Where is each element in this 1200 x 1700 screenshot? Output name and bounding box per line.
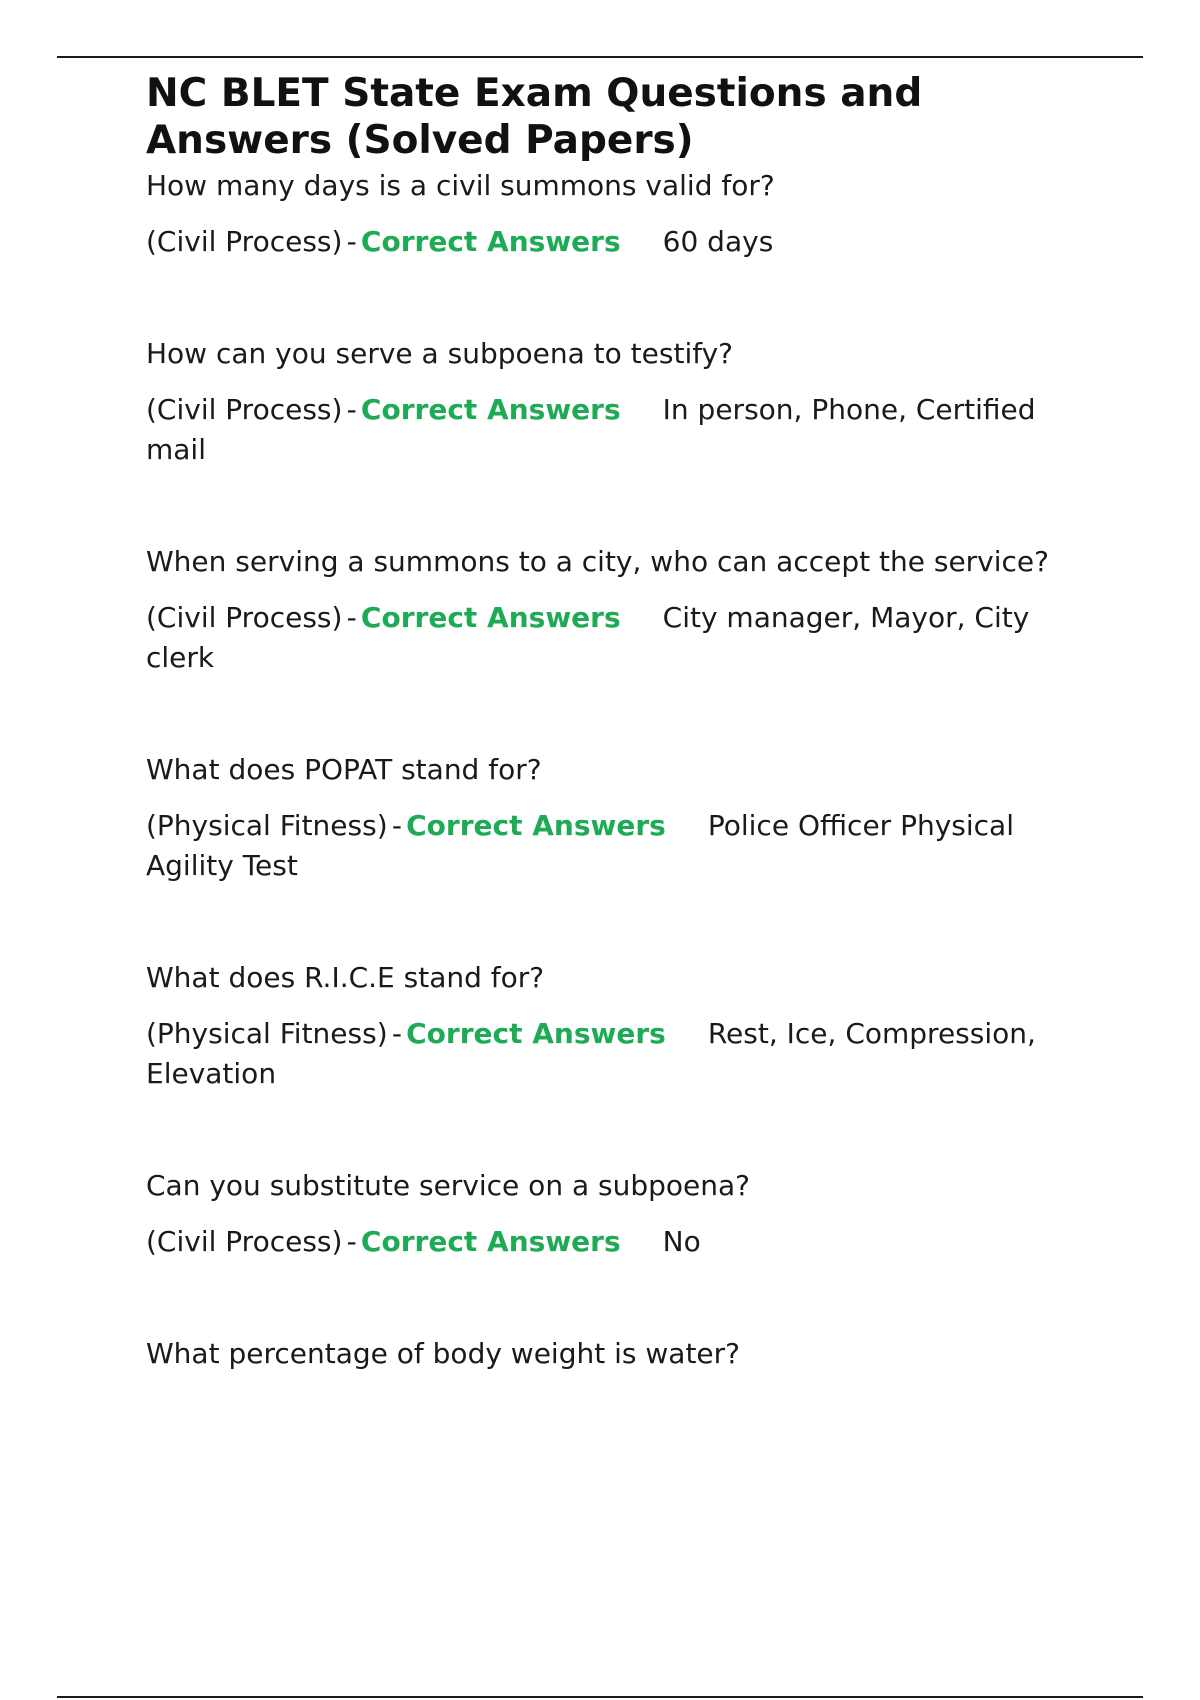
answer-line [146,806,1066,886]
correct-answers-label: Correct Answers [360,601,621,634]
bottom-rule [57,1696,1143,1698]
answer-category: (Civil Process) [146,1225,343,1258]
answer-separator: - [391,1017,402,1050]
answer-text: 60 days [662,225,774,258]
answer-line [146,390,1066,470]
top-rule [57,56,1143,58]
question-text: How many days is a civil summons valid for? [146,169,775,202]
qa-item [146,958,1066,1094]
answer-separator: - [391,809,402,842]
qa-item [146,542,1066,678]
qa-item [146,750,1066,886]
correct-answers-label: Correct Answers [360,1225,621,1258]
document-body [146,70,1066,1374]
answer-category: (Civil Process) [146,601,343,634]
correct-answers-label: Correct Answers [360,393,621,426]
answer-line [146,1222,1066,1262]
answer-category: (Civil Process) [146,225,343,258]
answer-separator: - [346,393,357,426]
answer-line [146,598,1066,678]
qa-item [146,334,1066,470]
question-text: What percentage of body weight is water? [146,1337,741,1370]
answer-category: (Physical Fitness) [146,809,388,842]
question-text: When serving a summons to a city, who can accept the service? [146,545,1050,578]
qa-item [146,1334,1066,1374]
answer-text: In person, Phone, Certified mail [146,393,1036,466]
answer-line [146,1014,1066,1094]
question-text: How can you serve a subpoena to testify? [146,337,734,370]
qa-item [146,166,1066,262]
answer-separator: - [346,601,357,634]
question-text: Can you substitute service on a subpoena? [146,1169,751,1202]
answer-line [146,222,1066,262]
correct-answers-label: Correct Answers [406,1017,666,1050]
question-text: What does R.I.C.E stand for? [146,961,545,994]
answer-separator: - [346,1225,357,1258]
question-text: What does POPAT stand for? [146,753,542,786]
correct-answers-label: Correct Answers [360,225,621,258]
answer-text: Police Officer Physical Agility Test [146,809,1014,882]
answer-text: No [662,1225,701,1258]
correct-answers-label: Correct Answers [406,809,666,842]
answer-separator: - [346,225,357,258]
answer-category: (Civil Process) [146,393,343,426]
qa-item [146,1166,1066,1262]
answer-text: City manager, Mayor, City clerk [146,601,1030,674]
document-title: NC BLET State Exam Questions and Answers (Solved Papers) [146,71,923,163]
answer-text: Rest, Ice, Compression, Elevation [146,1017,1036,1090]
answer-category: (Physical Fitness) [146,1017,388,1050]
